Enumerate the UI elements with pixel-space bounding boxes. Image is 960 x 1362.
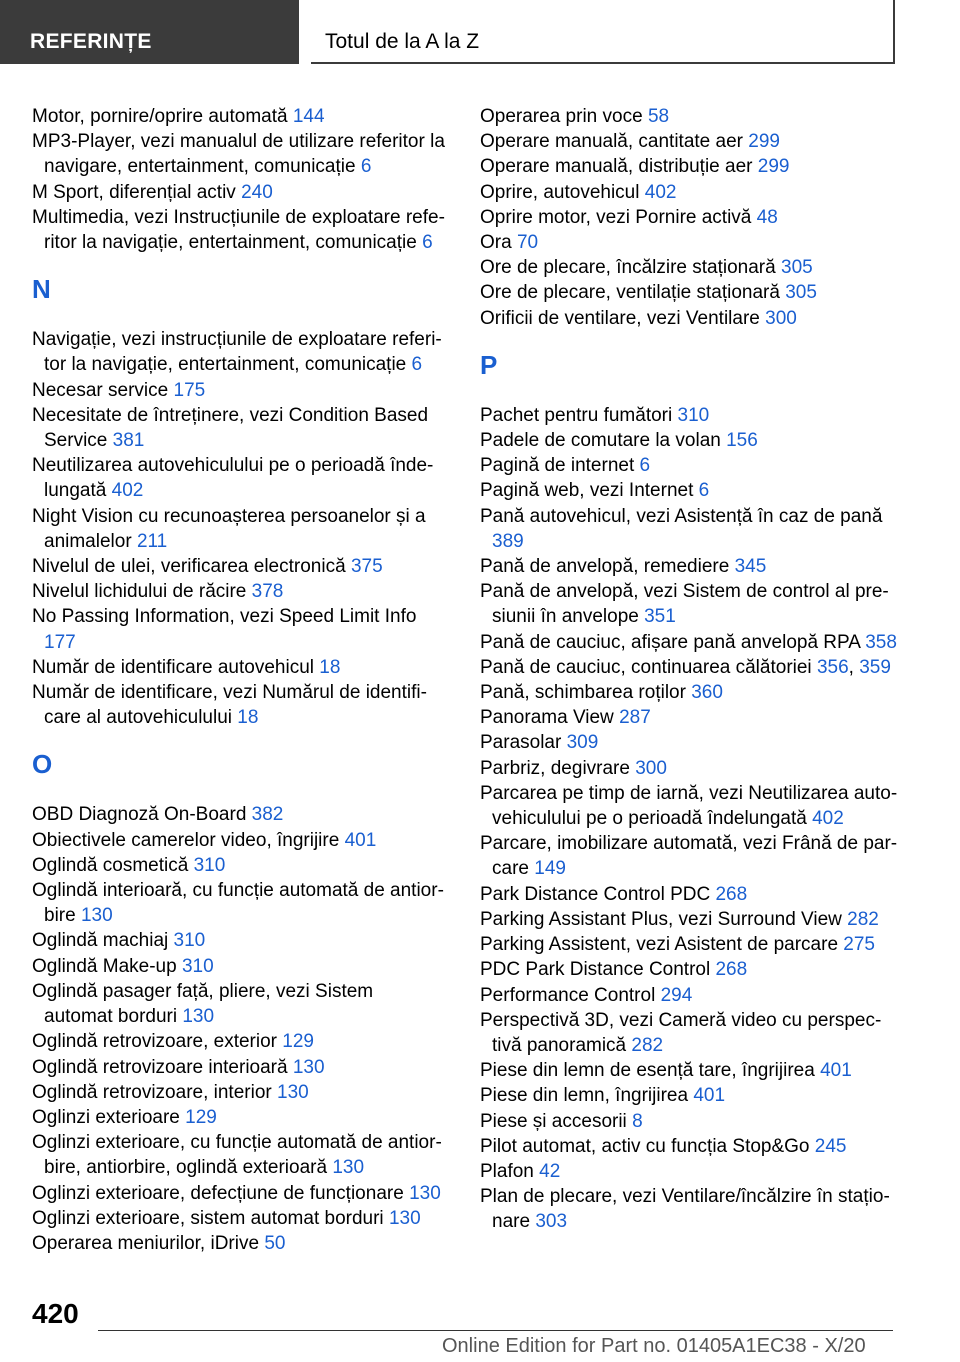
page-link[interactable]: 268 (715, 883, 748, 905)
index-entry-text: Panorama View (480, 707, 614, 729)
index-entry-text: M Sport, diferențial activ (32, 181, 236, 203)
page-link[interactable]: 130 (182, 1006, 215, 1028)
index-entry-text: Pagină web, vezi Internet (480, 480, 694, 502)
index-entry-text: Operare manuală, cantitate aer (480, 131, 743, 153)
index-entry (32, 327, 447, 377)
index-column-left (32, 104, 447, 1256)
index-entry (480, 831, 900, 881)
index-entry (32, 453, 447, 503)
page-link[interactable]: 300 (765, 307, 797, 329)
index-entry (480, 907, 900, 932)
page-link[interactable]: 48 (756, 206, 778, 228)
index-entry (32, 1231, 447, 1256)
index-entry-text: Pană, schimbarea roților (480, 682, 686, 704)
page-link[interactable]: 299 (757, 156, 790, 178)
index-entry-text: Necesitate de întreținere, vezi Condition Based Service (32, 404, 429, 452)
page-link[interactable]: 294 (660, 984, 693, 1006)
index-entry (480, 1134, 900, 1159)
index-entry (32, 104, 447, 129)
page-link[interactable]: 130 (409, 1182, 441, 1204)
index-letter-heading: P (480, 349, 498, 380)
index-entry (480, 1058, 900, 1083)
page-link[interactable]: 345 (734, 556, 767, 578)
page-link[interactable]: 310 (181, 955, 214, 977)
page-link[interactable]: 402 (111, 480, 144, 502)
index-entry (32, 205, 447, 255)
index-entry-text: Pană de cauciuc, afișare pană anvelopă RPA (480, 631, 860, 653)
index-entry-text: Pană de anvelopă, vezi Sistem de control al pre-siunii în anvelope (480, 581, 889, 628)
page-link[interactable]: 50 (264, 1232, 286, 1254)
page-link[interactable]: 130 (292, 1056, 325, 1078)
page-link[interactable]: 282 (847, 908, 879, 930)
page-link[interactable]: 299 (748, 131, 780, 153)
index-entry (480, 680, 900, 705)
index-entry (32, 954, 447, 979)
page-link[interactable]: 6 (698, 480, 710, 502)
page-link[interactable]: 360 (691, 682, 723, 704)
index-column-right (480, 104, 900, 1235)
index-entry (480, 1159, 900, 1184)
page-link[interactable]: 310 (193, 854, 226, 876)
index-entry (32, 579, 447, 604)
page-link[interactable]: 175 (173, 379, 206, 401)
index-entry-text: Plafon (480, 1160, 534, 1182)
page-link[interactable]: 401 (820, 1060, 852, 1082)
page-link[interactable]: 177 (44, 631, 76, 653)
index-entry-text: Padele de comutare la volan (480, 430, 721, 452)
index-entry (480, 781, 900, 831)
index-entry-text: Pană autovehicul, vezi Asistență în caz de pană (480, 505, 883, 527)
index-entry (480, 280, 900, 305)
index-entry (480, 554, 900, 579)
index-entry (32, 554, 447, 579)
index-entry-text: Parcarea pe timp de iarnă, vezi Neutilizarea auto-vehiculului pe o perioadă îndelungată (480, 782, 898, 830)
index-entry-text: Parasolar (480, 732, 562, 754)
page-link[interactable]: 18 (319, 656, 341, 678)
index-entry-text: PDC Park Distance Control (480, 959, 711, 981)
index-entry (480, 453, 900, 478)
index-entry-text: Pilot automat, activ cu funcția Stop&Go (480, 1135, 810, 1157)
page-link[interactable]: 309 (566, 732, 599, 754)
index-entry-text: Operarea prin voce (480, 106, 643, 127)
index-entry (480, 255, 900, 280)
index-entry-text: Ore de plecare, ventilație staționară (480, 282, 780, 304)
page-link[interactable]: 6 (411, 354, 423, 376)
index-entry (32, 1029, 447, 1054)
index-entry-text: Oglindă retrovizoare, interior (32, 1081, 272, 1103)
index-entry-text: Neutilizarea autovehiculului pe o perioadă înde-lungată (32, 455, 434, 502)
index-entry (480, 230, 900, 255)
index-entry (480, 180, 900, 205)
index-entry-text: Perspectivă 3D, vezi Cameră video cu perspec-tivă panoramică (480, 1009, 882, 1056)
index-letter-heading: N (32, 274, 51, 305)
page-link[interactable]: 378 (251, 581, 284, 603)
page-link[interactable]: 18 (237, 707, 259, 729)
index-entry (32, 1055, 447, 1080)
index-entry-text: Nivelul lichidului de răcire (32, 581, 247, 603)
page-link[interactable]: 268 (715, 959, 748, 981)
index-entry-text: Performance Control (480, 984, 656, 1006)
index-entry (32, 604, 447, 654)
page-link[interactable]: 70 (516, 232, 539, 254)
index-entry-text: Motor, pornire/oprire automată (32, 106, 288, 127)
page-link[interactable]: 130 (277, 1081, 309, 1103)
index-entry (480, 1083, 900, 1108)
index-entry (32, 828, 447, 853)
page-link[interactable]: 389 (492, 530, 524, 552)
page-link[interactable]: 6 (360, 156, 372, 178)
page-link[interactable]: 401 (693, 1085, 726, 1107)
index-entry (32, 1206, 447, 1231)
index-entry-text: Piese și accesorii (480, 1110, 627, 1132)
index-entry (480, 403, 900, 428)
index-entry-text: Orificii de ventilare, vezi Ventilare (480, 307, 760, 329)
index-entry (480, 579, 900, 629)
index-entry-text: Pană de anvelopă, remediere (480, 556, 730, 578)
page-link[interactable]: 356 (816, 656, 849, 678)
page-link[interactable]: 130 (332, 1157, 365, 1179)
index-entry-text: Operare manuală, distribuție aer (480, 156, 753, 178)
index-entry-text: Număr de identificare autovehicul (32, 656, 314, 678)
index-entry-text: Pană de cauciuc, continuarea călătoriei (480, 656, 812, 678)
index-entry (480, 882, 900, 907)
index-entry (32, 403, 447, 453)
index-entry (32, 1130, 447, 1180)
page-link[interactable]: 303 (535, 1211, 568, 1233)
index-entry-text: Piese din lemn de esență tare, îngrijirea (480, 1060, 815, 1082)
index-entry (32, 680, 447, 730)
index-entry (32, 180, 447, 205)
index-entry (480, 705, 900, 730)
page-link[interactable]: 129 (185, 1106, 217, 1128)
index-entry-text: Ora (480, 232, 512, 254)
index-entry-text: Plan de plecare, vezi Ventilare/încălzire în stațio-nare (480, 1186, 890, 1233)
index-entry-text: Oglinzi exterioare, cu funcție automată de antior-bire, antiorbire, oglindă exterioară (32, 1132, 442, 1179)
index-entry-text: Night Vision cu recunoașterea persoanelor și a animalelor (32, 505, 426, 552)
index-entry (480, 205, 900, 230)
index-entry-text: Oglindă retrovizoare, exterior (32, 1031, 277, 1053)
index-entry-text: Număr de identificare, vezi Numărul de identifi-care al autovehiculului (32, 682, 427, 729)
index-entry-text: Oglindă retrovizoare interioară (32, 1056, 288, 1078)
index-entry (32, 655, 447, 680)
index-entry (480, 730, 900, 755)
page-link[interactable]: 130 (80, 905, 113, 927)
index-entry (480, 504, 900, 554)
index-entry (32, 1080, 447, 1105)
index-entry (480, 478, 900, 503)
index-entry (32, 378, 447, 403)
index-entry-text: Pachet pentru fumători (480, 404, 673, 426)
index-entry-text: Nivelul de ulei, verificarea electronică (32, 556, 346, 578)
page-link[interactable]: 287 (619, 707, 651, 729)
index-entry-text: MP3-Player, vezi manualul de utilizare referitor la navigare, entertainment, comunicație (32, 131, 445, 178)
index-entry (480, 630, 900, 655)
index-entry-text: Multimedia, vezi Instrucțiunile de exploatare refe-ritor la navigație, entertainment, comunicație (32, 206, 445, 254)
page-link[interactable]: 310 (173, 930, 206, 952)
index-entry-text: OBD Diagnoză On-Board (32, 804, 247, 826)
page-number: 420 (32, 1298, 79, 1329)
index-entry-text: Operarea meniurilor, iDrive (32, 1232, 260, 1254)
index-entry-text: Park Distance Control PDC (480, 883, 711, 905)
index-entry (480, 104, 900, 129)
index-entry-text: Navigație, vezi instrucțiunile de exploatare referi-tor la navigație, entertainment, comunicație (32, 329, 442, 376)
index-entry-text: Parcare, imobilizare automată, vezi Frână de par-care (480, 833, 898, 880)
page-link[interactable]: 149 (534, 858, 566, 880)
index-entry-text: Obiectivele camerelor video, îngrijire (32, 829, 340, 851)
footer-edition: Online Edition for Part no. 01405A1EC38 - X/20 (442, 1335, 866, 1357)
index-entry-text: Oprire motor, vezi Pornire activă (480, 206, 752, 228)
page-link[interactable]: 8 (632, 1110, 643, 1132)
index-entry (480, 306, 900, 331)
index-entry (480, 154, 900, 179)
footer-divider (98, 1330, 893, 1331)
page-link[interactable]: 402 (644, 181, 677, 203)
index-entry (480, 428, 900, 453)
page-link[interactable]: 310 (677, 404, 710, 426)
page-link[interactable]: 130 (388, 1207, 421, 1229)
chapter-title: Totul de la A la Z (325, 30, 480, 53)
page-link[interactable]: 211 (136, 530, 168, 552)
index-entry (480, 957, 900, 982)
page-link[interactable]: 6 (422, 232, 433, 254)
index-entry-text: Ore de plecare, încălzire staționară (480, 257, 776, 279)
page-link[interactable]: 382 (251, 804, 284, 826)
page-link[interactable]: 401 (344, 829, 377, 851)
page-link[interactable]: 305 (785, 282, 817, 304)
index-entry-text: Oglindă Make-up (32, 955, 177, 977)
index-entry-text: Piese din lemn, îngrijirea (480, 1085, 689, 1107)
index-entry (480, 1109, 900, 1134)
index-entry: Pană de cauciuc, continuarea călătoriei 356, 359 (480, 656, 891, 678)
page-link[interactable]: 282 (631, 1034, 664, 1056)
index-entry-text: Parbriz, degivrare (480, 757, 630, 779)
index-entry (480, 1184, 900, 1234)
index-entry (480, 756, 900, 781)
index-letter-heading: O (32, 749, 53, 780)
page-link[interactable]: 402 (812, 808, 844, 830)
section-title: REFERINȚE (30, 30, 152, 53)
page-link[interactable]: 144 (292, 106, 325, 127)
index-entry-text: Oprire, autovehicul (480, 181, 640, 203)
index-entry (32, 1105, 447, 1130)
page-link[interactable]: 129 (282, 1031, 314, 1053)
page-link[interactable]: 300 (635, 757, 667, 779)
index-entry (32, 928, 447, 953)
page-link[interactable]: 6 (639, 455, 651, 477)
index-entry (32, 802, 447, 827)
index-entry (32, 979, 447, 1029)
index-entry-text: Oglinzi exterioare, sistem automat borduri (32, 1207, 384, 1229)
index-entry-text: Parking Assistant Plus, vezi Surround View (480, 908, 842, 930)
page-link[interactable]: 375 (350, 556, 383, 578)
index-entry-text: Parking Assistent, vezi Asistent de parcare (480, 934, 839, 956)
index-entry-text: Oglindă cosmetică (32, 854, 189, 876)
index-entry (32, 129, 447, 179)
page-link[interactable]: 42 (539, 1160, 561, 1182)
index-entry-text: Pagină de internet (480, 455, 635, 477)
index-entry (32, 853, 447, 878)
section-tab (0, 0, 299, 64)
page-link[interactable]: 359 (859, 656, 891, 678)
page-link[interactable]: 156 (726, 430, 758, 452)
index-entry (480, 129, 900, 154)
index-entry-text: Oglindă machiaj (32, 930, 169, 952)
index-entry (480, 983, 900, 1008)
index-entry (480, 1008, 900, 1058)
index-entry (32, 1181, 447, 1206)
index-entry-text: Oglinzi exterioare, defecțiune de funcționare (32, 1182, 404, 1204)
page-link[interactable]: 305 (781, 257, 813, 279)
page-link[interactable]: 351 (644, 606, 676, 628)
page-link[interactable]: 58 (647, 106, 670, 127)
index-entry (32, 504, 447, 554)
index-entry-text: Oglindă interioară, cu funcție automată de antior-bire (32, 880, 444, 927)
index-entry-text: No Passing Information, vezi Speed Limit Info (32, 606, 417, 628)
index-entry (480, 932, 900, 957)
page-link[interactable]: 358 (865, 631, 897, 653)
index-entry-text: Oglindă pasager față, pliere, vezi Sistem automat borduri (32, 980, 374, 1028)
page-link[interactable]: 245 (814, 1135, 847, 1157)
index-entry-text: Oglinzi exterioare (32, 1106, 180, 1128)
index-entry (32, 878, 447, 928)
page-link[interactable]: 381 (112, 430, 145, 452)
page-link[interactable]: 275 (843, 934, 875, 956)
chapter-header (311, 0, 895, 64)
page-link[interactable]: 240 (241, 181, 273, 203)
index-entry-text: Necesar service (32, 379, 169, 401)
